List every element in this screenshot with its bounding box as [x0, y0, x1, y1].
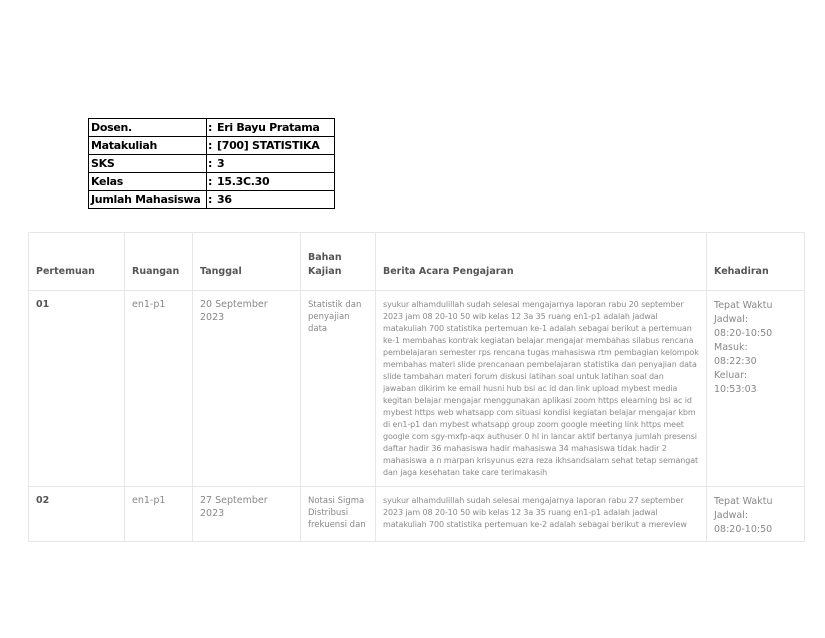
cell-tanggal: 27 September 2023	[193, 487, 301, 542]
info-value: 15.3C.30	[215, 173, 335, 191]
header-pertemuan: Pertemuan	[29, 233, 125, 291]
info-label: Dosen.	[89, 119, 207, 137]
info-label: SKS	[89, 155, 207, 173]
header-berita-acara: Berita Acara Pengajaran	[376, 233, 707, 291]
header-bahan-kajian: Bahan Kajian	[301, 233, 376, 291]
info-row-dosen	[89, 119, 335, 137]
cell-bahan-kajian: Notasi Sigma Distribusi frekuensi dan	[301, 487, 376, 542]
kehadiran-jadwal-value: 08:20-10:50	[714, 328, 773, 339]
attendance-table	[28, 232, 805, 542]
cell-berita-acara	[376, 487, 707, 542]
cell-tanggal: 20 September 2023	[193, 291, 301, 487]
info-value: [700] STATISTIKA	[215, 137, 335, 155]
info-separator: :	[207, 191, 216, 209]
info-value: Eri Bayu Pratama	[215, 119, 335, 137]
kehadiran-keluar-label: Keluar:	[714, 370, 748, 381]
cell-ruangan: en1-p1	[125, 487, 193, 542]
cell-kehadiran	[707, 487, 805, 542]
table-row	[29, 487, 805, 542]
info-value: 36	[215, 191, 335, 209]
info-row-kelas	[89, 173, 335, 191]
info-label: Kelas	[89, 173, 207, 191]
cell-pertemuan: 01	[29, 291, 125, 487]
info-separator: :	[207, 173, 216, 191]
berita-text: syukur alhamdulillah sudah selesai mengajarnya laporan rabu 27 september 2023 jam 08 20-10 50 wib kelas 12 3a 35 ruang en1-p1 adalah jadwal matakuliah 700 statistika pertemuan ke-2 adalah sebagai berikut a mereview	[383, 496, 687, 529]
cell-pertemuan: 02	[29, 487, 125, 542]
info-row-jumlah	[89, 191, 335, 209]
header-tanggal: Tanggal	[193, 233, 301, 291]
cell-berita-acara: syukur alhamdulillah sudah selesai mengajarnya laporan rabu 20 september 2023 jam 08 20-10 50 wib kelas 12 3a 35 ruang en1-p1 adalah jadwal matakuliah 700 statistika pertemuan ke-1 adalah sebagai berikut a pertemuan ke-1 membahas kontrak kegiatan belajar mengajar membahas silabus rencana pembelajaran semester rps rencana tugas mahasiswa rtm pembagian kelompok membahas materi slide prencanaan pembelajaran statistika dan penyajian data slide tambahan materi forum diskusi latihan soal untuk latihan soal dan jawaban dikirim ke email husni hub bsi ac id dan link upload mybest media kegitan belajar mengajar menggunakan aplikasi zoom https elearning bsi ac id mybest https web whatsapp com situasi kondisi kegiatan belajar mengajar kbm di en1-p1 dan mybest whatsapp group zoom google meeting link https meet google com sgy-mxfp-aqx authuser 0 hl in lancar aktif bertanya jumlah presensi daftar hadir 36 mahasiswa hadir mahasiswa 34 mahasiswa tidak hadir 2 mahasiswa a n marpan krisyunus ezra reza ikhsandsalam sehat tetap semangat dan jaga kesehatan take care terimakasih	[376, 291, 707, 487]
kehadiran-keluar-value: 10:53:03	[714, 384, 757, 395]
cell-bahan-kajian: Statistik dan penyajian data	[301, 291, 376, 487]
kehadiran-jadwal-label: Jadwal:	[714, 510, 749, 521]
cell-ruangan: en1-p1	[125, 291, 193, 487]
info-label: Matakuliah	[89, 137, 207, 155]
kehadiran-masuk-label: Masuk:	[714, 342, 748, 353]
kehadiran-masuk-value: 08:22:30	[714, 356, 757, 367]
kehadiran-jadwal-label: Jadwal:	[714, 314, 749, 325]
kehadiran-status: Tepat Waktu	[714, 300, 773, 311]
info-separator: :	[207, 119, 216, 137]
info-value: 3	[215, 155, 335, 173]
table-row	[29, 291, 805, 487]
header-ruangan: Ruangan	[125, 233, 193, 291]
kehadiran-jadwal-value: 08:20-10:50	[714, 524, 773, 535]
cell-kehadiran	[707, 291, 805, 487]
info-label: Jumlah Mahasiswa	[89, 191, 207, 209]
table-header-row	[29, 233, 805, 291]
kehadiran-status: Tepat Waktu	[714, 496, 773, 507]
info-separator: :	[207, 137, 216, 155]
course-info-table	[88, 118, 335, 209]
info-row-matakuliah	[89, 137, 335, 155]
info-separator: :	[207, 155, 216, 173]
info-row-sks	[89, 155, 335, 173]
header-kehadiran: Kehadiran	[707, 233, 805, 291]
